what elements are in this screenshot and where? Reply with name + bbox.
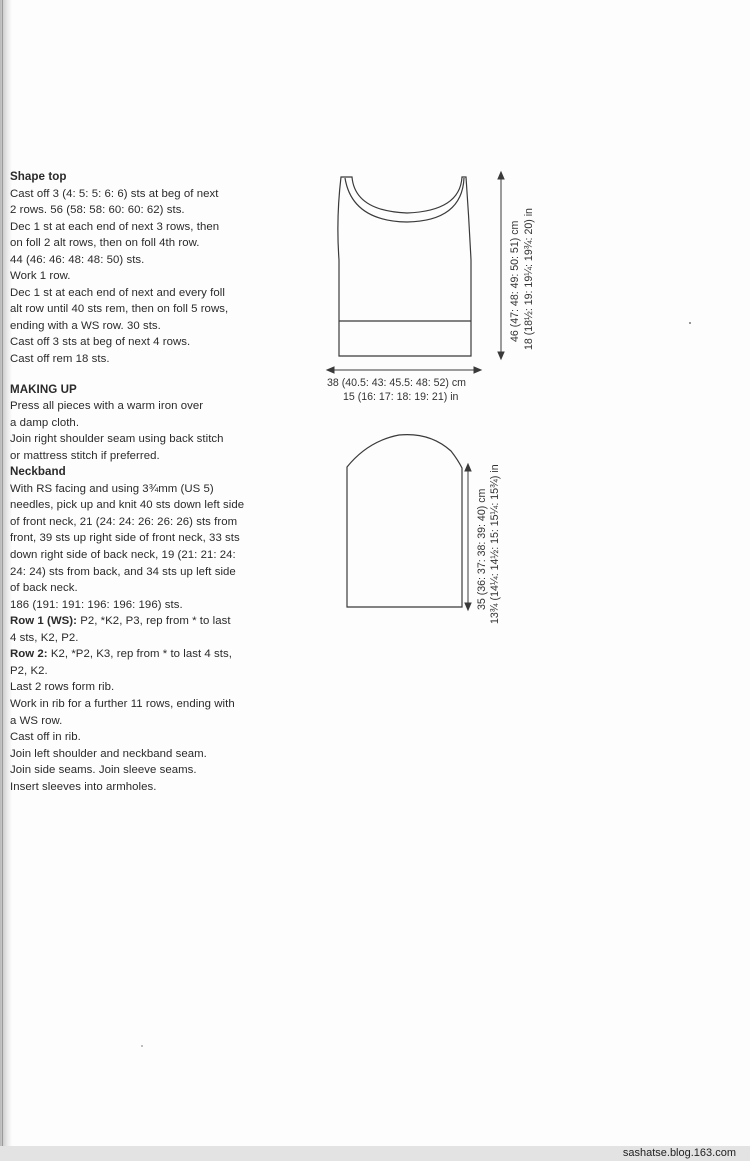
instruction-line: Cast off 3 sts at beg of next 4 rows. — [10, 336, 191, 349]
instruction-line: on foll 2 alt rows, then on foll 4th row. — [10, 237, 200, 250]
body-width-label-in: 15 (16: 17: 18: 19: 21) in — [343, 391, 459, 403]
instruction-line: Dec 1 st at each end of next 3 rows, then — [10, 220, 220, 233]
instruction-line: Work in rib for a further 11 rows, ending with — [10, 697, 235, 710]
instruction-line: down right side of back neck, 19 (21: 21: 24: — [10, 549, 236, 562]
instruction-line: a WS row. — [10, 714, 63, 727]
sleeve-outline — [347, 435, 462, 607]
instruction-line: Dec 1 st at each end of next and every foll — [10, 286, 225, 299]
instruction-line: 44 (46: 46: 48: 48: 50) sts. — [10, 253, 145, 266]
sleeve-length-label-in: 13¾ (14¼: 14½: 15: 15¼: 15¾) in — [489, 464, 501, 624]
instruction-line: Last 2 rows form rib. — [10, 681, 115, 694]
body-outline — [338, 177, 471, 356]
row-1-text: P2, *K2, P3, rep from * to last — [77, 615, 231, 628]
instruction-line: front, 39 sts up right side of front neck, 33 sts — [10, 532, 240, 545]
scan-speck — [689, 322, 691, 324]
instruction-line: Join left shoulder and neckband seam. — [10, 747, 207, 760]
instruction-line: Join right shoulder seam using back stitch — [10, 433, 224, 446]
scan-speck — [141, 1045, 143, 1047]
instruction-line: 24: 24) sts from back, and 34 sts up left side — [10, 565, 236, 578]
row-2-text: K2, *P2, K3, rep from * to last 4 sts, — [47, 648, 232, 661]
row-1-label: Row 1 (WS): — [10, 615, 77, 628]
neckband-heading: Neckband — [10, 465, 66, 479]
instruction-line: 2 rows. 56 (58: 58: 60: 60: 62) sts. — [10, 204, 185, 217]
instruction-line: Cast off rem 18 sts. — [10, 353, 110, 366]
row-1-continuation: 4 sts, K2, P2. — [10, 631, 79, 644]
instruction-line: Press all pieces with a warm iron over — [10, 400, 204, 413]
making-up-heading: MAKING UP — [10, 382, 77, 396]
instruction-line: With RS facing and using 3¾mm (US 5) — [10, 482, 214, 495]
instruction-line: alt row until 40 sts rem, then on foll 5 rows, — [10, 303, 229, 316]
instruction-line: Cast off 3 (4: 5: 5: 6: 6) sts at beg of next — [10, 187, 219, 200]
sleeve-length-arrow — [465, 464, 471, 610]
instruction-line: a damp cloth. — [10, 416, 80, 429]
body-length-arrow — [498, 172, 504, 359]
instruction-line: 186 (191: 191: 196: 196: 196) sts. — [10, 598, 183, 611]
sleeve-length-label-cm: 35 (36: 37: 38: 39: 40) cm — [476, 488, 488, 610]
instruction-line: of front neck, 21 (24: 24: 26: 26: 26) sts from — [10, 515, 238, 528]
body-schematic — [338, 177, 471, 356]
row-2-continuation: P2, K2. — [10, 664, 48, 677]
source-watermark: sashatse.blog.163.com — [622, 1147, 736, 1159]
instruction-line: ending with a WS row. 30 sts. — [10, 319, 161, 332]
body-length-label-in: 18 (18½: 19: 19¼: 19¾: 20) in — [523, 208, 535, 350]
row-2-label: Row 2: — [10, 648, 48, 661]
body-width-label-cm: 38 (40.5: 43: 45.5: 48: 52) cm — [327, 377, 466, 389]
instruction-line: or mattress stitch if preferred. — [10, 449, 160, 462]
instruction-line: of back neck. — [10, 582, 78, 595]
body-length-label-cm: 46 (47: 48: 49: 50: 51) cm — [509, 220, 521, 342]
instruction-line: Work 1 row. — [10, 270, 71, 283]
instruction-line: Join side seams. Join sleeve seams. — [10, 764, 197, 777]
sleeve-schematic — [347, 435, 462, 607]
instruction-line: needles, pick up and knit 40 sts down left side — [10, 499, 245, 512]
instruction-line: Cast off in rib. — [10, 731, 81, 744]
shape-top-heading: Shape top — [10, 170, 67, 183]
instruction-line: Insert sleeves into armholes. — [10, 780, 157, 793]
page-footer-bar — [0, 1146, 750, 1161]
body-width-arrow — [327, 367, 481, 373]
